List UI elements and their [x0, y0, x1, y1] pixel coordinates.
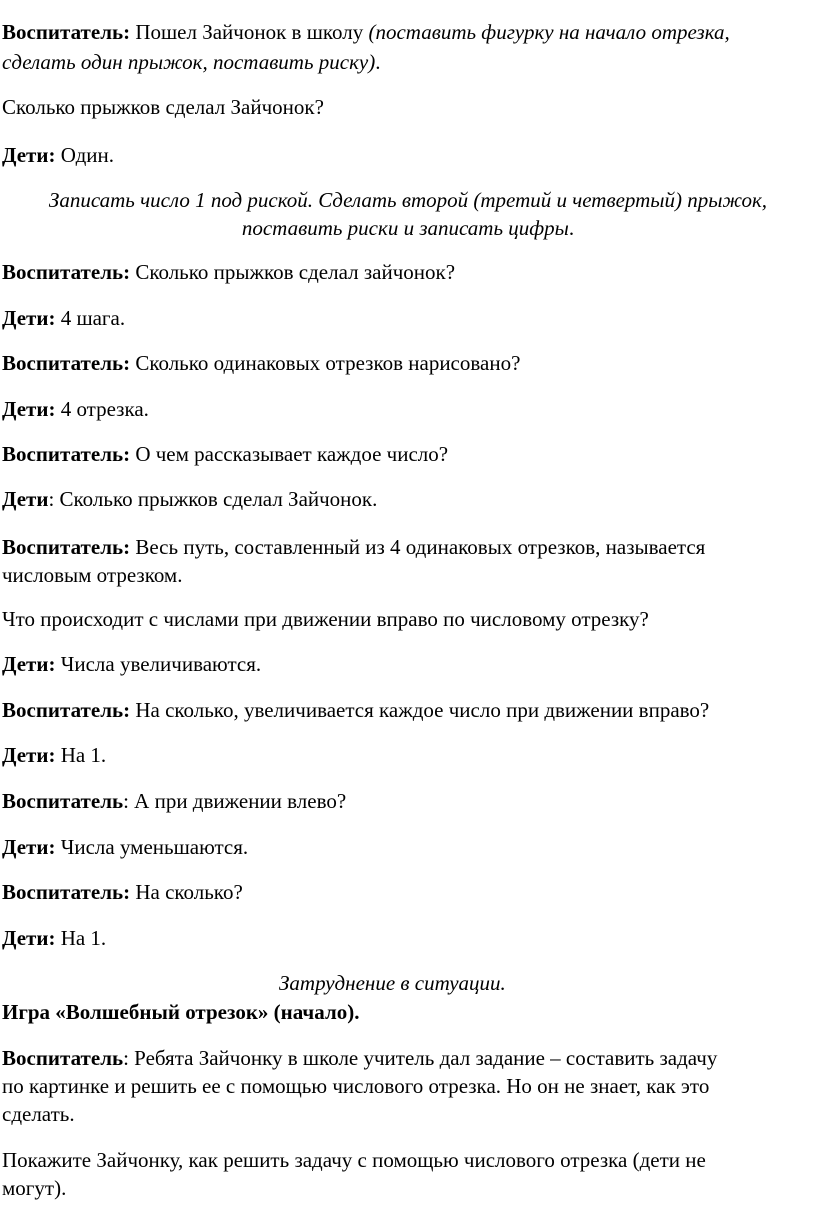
- paragraph-teacher-cont: числовым отрезком.: [2, 563, 183, 587]
- instruction-line-2: поставить риски и записать цифры.: [241, 216, 575, 240]
- paragraph-teacher: Воспитатель: Сколько одинаковых отрезков нарисовано?: [2, 351, 521, 375]
- speaker-label: Воспитатель:: [2, 698, 131, 722]
- paragraph-teacher: Воспитатель: На сколько, увеличивается каждое число при движении вправо?: [2, 698, 710, 722]
- stage-direction: (поставить фигурку на начало отрезка,: [368, 20, 730, 44]
- paragraph-children: Дети: Числа увеличиваются.: [2, 652, 262, 676]
- paragraph-children: Дети: На 1.: [2, 743, 107, 767]
- game-heading: Игра «Волшебный отрезок» (начало).: [2, 1000, 360, 1024]
- speaker-label: Воспитатель:: [2, 351, 131, 375]
- paragraph-prompt-cont: могут).: [2, 1176, 67, 1200]
- speaker-label: Дети:: [2, 743, 56, 767]
- speaker-label: Воспитатель:: [2, 880, 131, 904]
- speaker-label: Дети:: [2, 926, 56, 950]
- section-subtitle: Затруднение в ситуации.: [279, 971, 506, 995]
- paragraph-children-answer: [2, 142, 114, 168]
- speaker-label: Воспитатель:: [2, 260, 131, 284]
- paragraph-teacher-cont: сделать.: [2, 1102, 75, 1126]
- paragraph-children: Дети: Сколько прыжков сделал Зайчонок.: [2, 487, 378, 511]
- paragraph-children: Дети: Числа уменьшаются.: [2, 835, 249, 859]
- stage-direction: сделать один прыжок, поставить риску): [2, 50, 376, 74]
- paragraph-question: Сколько прыжков сделал Зайчонок?: [2, 95, 324, 119]
- speaker-label: Дети:: [2, 652, 56, 676]
- speaker-label: Воспитатель:: [2, 20, 131, 44]
- speaker-label: Воспитатель: [2, 1046, 124, 1070]
- speaker-label: Дети: [2, 487, 49, 511]
- speaker-label: Дети:: [2, 397, 56, 421]
- instruction-line-1: Записать число 1 под риской. Сделать второй (третий и четвертый) прыжок,: [48, 188, 768, 212]
- paragraph-teacher: Воспитатель: Ребята Зайчонку в школе учитель дал задание – составить задачу: [2, 1046, 718, 1070]
- paragraph-teacher: Воспитатель: На сколько?: [2, 880, 243, 904]
- speaker-label: Дети:: [2, 143, 56, 167]
- paragraph-teacher-intro: [2, 19, 730, 45]
- paragraph-teacher-intro-cont: сделать один прыжок, поставить риску).: [2, 50, 381, 74]
- paragraph-children: Дети: 4 шага.: [2, 306, 126, 330]
- paragraph-teacher-cont: по картинке и решить ее с помощью числового отрезка. Но он не знает, как это: [2, 1074, 710, 1098]
- paragraph-teacher: Воспитатель: Сколько прыжков сделал зайчонок?: [2, 260, 456, 284]
- paragraph-question: Что происходит с числами при движении вправо по числовому отрезку?: [2, 607, 649, 631]
- paragraph-teacher: Воспитатель: О чем рассказывает каждое число?: [2, 442, 449, 466]
- paragraph-prompt: Покажите Зайчонку, как решить задачу с помощью числового отрезка (дети не: [2, 1148, 706, 1172]
- speech-text: Пошел Зайчонок в школу: [130, 20, 369, 44]
- speaker-label: Дети:: [2, 835, 56, 859]
- paragraph-children: Дети: На 1.: [2, 926, 107, 950]
- speaker-label: Воспитатель:: [2, 442, 131, 466]
- speaker-label: Воспитатель: [2, 789, 124, 813]
- speaker-label: Воспитатель:: [2, 535, 131, 559]
- paragraph-teacher: Воспитатель: А при движении влево?: [2, 789, 347, 813]
- paragraph-children: Дети: 4 отрезка.: [2, 397, 149, 421]
- speaker-label: Дети:: [2, 306, 56, 330]
- paragraph-teacher: Воспитатель: Весь путь, составленный из 4 одинаковых отрезков, называется: [2, 535, 706, 559]
- speech-text: Один.: [55, 143, 114, 167]
